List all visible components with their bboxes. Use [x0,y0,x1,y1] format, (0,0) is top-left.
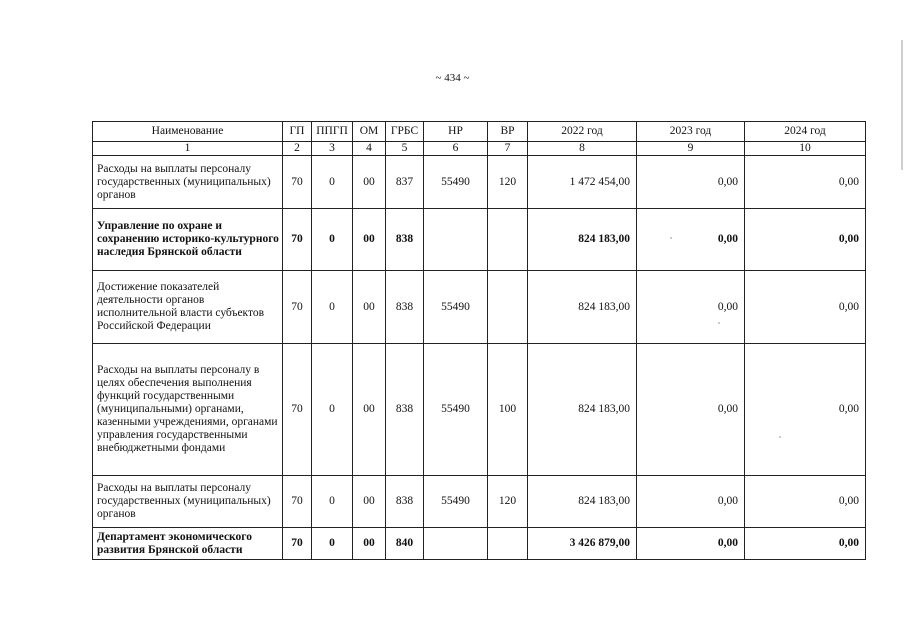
row-2023: 0,00 [637,528,745,560]
row-vr [488,271,528,344]
row-om: 00 [353,528,386,560]
row-vr: 100 [488,344,528,476]
index-cell: 3 [312,142,353,156]
row-vr [488,528,528,560]
row-2024: 0,00 [745,344,866,476]
scan-speck [779,436,781,438]
row-grbs: 838 [386,271,424,344]
row-vr [488,209,528,271]
index-cell: 1 [93,142,283,156]
row-om: 00 [353,271,386,344]
index-cell: 10 [745,142,866,156]
header-grbs: ГРБС [386,122,424,142]
index-cell: 7 [488,142,528,156]
table-row [93,156,866,209]
table-row [93,344,866,476]
row-2022: 1 472 454,00 [528,156,637,209]
row-2023: 0,00 [637,344,745,476]
row-name: Достижение показателей деятельности органов исполнительной власти субъектов Российской Федерации [93,271,283,344]
index-cell: 5 [386,142,424,156]
row-2023: 0,00 [637,156,745,209]
row-gp: 70 [283,528,312,560]
header-nr: НР [424,122,488,142]
index-cell: 9 [637,142,745,156]
row-name: Расходы на выплаты персоналу государственных (муниципальных) органов [93,156,283,209]
header-2023: 2023 год [637,122,745,142]
row-2024: 0,00 [745,271,866,344]
row-2024: 0,00 [745,528,866,560]
index-cell: 2 [283,142,312,156]
row-name: Расходы на выплаты персоналу государственных (муниципальных) органов [93,476,283,528]
table-row [93,271,866,344]
header-name: Наименование [93,122,283,142]
row-2022: 3 426 879,00 [528,528,637,560]
header-om: ОМ [353,122,386,142]
row-2023: 0,00 [637,271,745,344]
row-ppgp: 0 [312,344,353,476]
row-nr: 55490 [424,476,488,528]
row-nr: 55490 [424,271,488,344]
row-2022: 824 183,00 [528,271,637,344]
table-row [93,209,866,271]
row-2023: 0,00 [637,209,745,271]
row-2024: 0,00 [745,156,866,209]
row-grbs: 838 [386,476,424,528]
header-vr: ВР [488,122,528,142]
row-2022: 824 183,00 [528,344,637,476]
table-row [93,476,866,528]
scan-speck [670,237,672,239]
scan-edge [901,40,903,170]
row-gp: 70 [283,156,312,209]
row-nr [424,209,488,271]
row-om: 00 [353,476,386,528]
column-index-row [93,142,866,156]
header-2022: 2022 год [528,122,637,142]
header-row [93,122,866,142]
row-ppgp: 0 [312,528,353,560]
row-vr: 120 [488,476,528,528]
row-ppgp: 0 [312,476,353,528]
scan-speck [718,322,720,324]
row-2023: 0,00 [637,476,745,528]
row-gp: 70 [283,271,312,344]
row-nr: 55490 [424,344,488,476]
row-grbs: 837 [386,156,424,209]
row-name: Расходы на выплаты персоналу в целях обеспечения выполнения функций государственными (муниципальными) органами, казенными учреждениями, органами управления государственными внебюджетными фондами [93,344,283,476]
row-2022: 824 183,00 [528,209,637,271]
row-om: 00 [353,344,386,476]
index-cell: 4 [353,142,386,156]
page-number: ~ 434 ~ [435,72,470,84]
row-grbs: 838 [386,344,424,476]
row-ppgp: 0 [312,271,353,344]
row-ppgp: 0 [312,209,353,271]
row-ppgp: 0 [312,156,353,209]
index-cell: 6 [424,142,488,156]
table-row [93,528,866,560]
header-ppgp: ППГП [312,122,353,142]
header-2024: 2024 год [745,122,866,142]
row-gp: 70 [283,209,312,271]
row-grbs: 840 [386,528,424,560]
row-om: 00 [353,156,386,209]
row-name: Управление по охране и сохранению историко-культурного наследия Брянской области [93,209,283,271]
row-gp: 70 [283,476,312,528]
row-grbs: 838 [386,209,424,271]
row-2024: 0,00 [745,476,866,528]
row-vr: 120 [488,156,528,209]
index-cell: 8 [528,142,637,156]
row-name: Департамент экономического развития Брянской области [93,528,283,560]
header-gp: ГП [283,122,312,142]
row-nr: 55490 [424,156,488,209]
row-nr [424,528,488,560]
row-2022: 824 183,00 [528,476,637,528]
row-2024: 0,00 [745,209,866,271]
row-om: 00 [353,209,386,271]
budget-table [92,121,866,560]
row-gp: 70 [283,344,312,476]
